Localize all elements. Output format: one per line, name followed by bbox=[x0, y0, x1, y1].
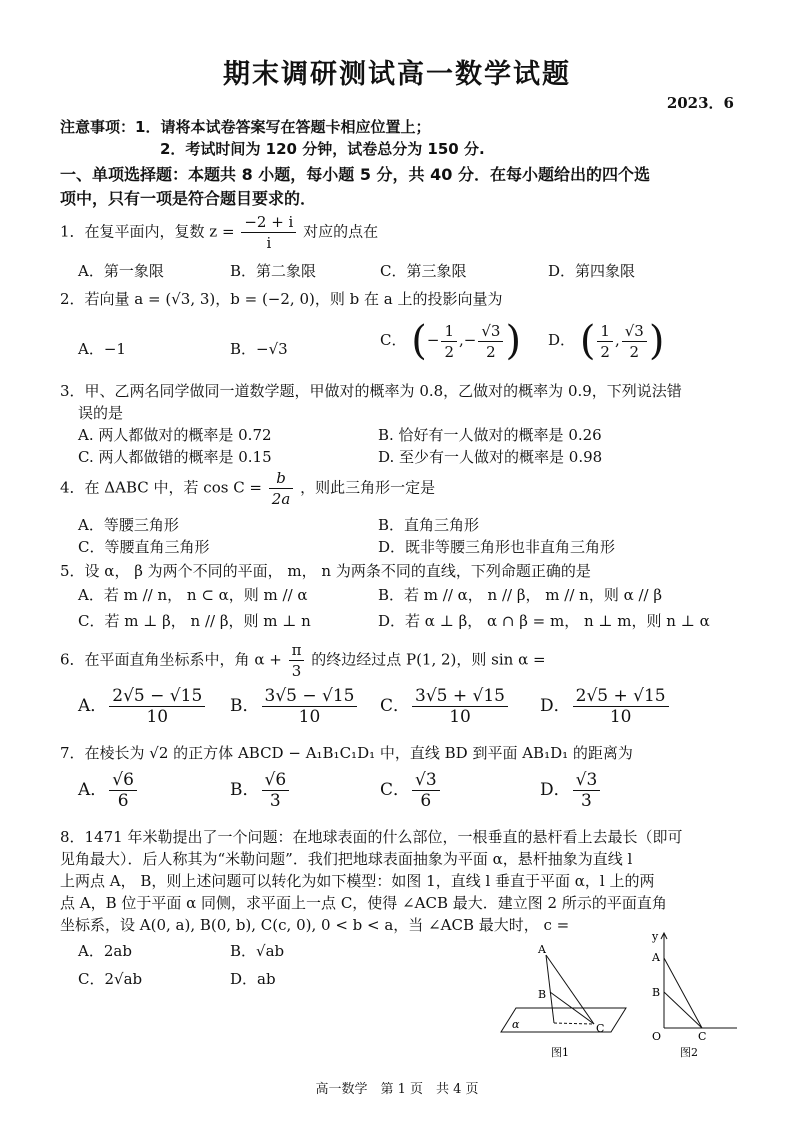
q6-a-label: A． bbox=[78, 696, 108, 716]
q2-c-den1: 2 bbox=[444, 342, 454, 361]
segment-oc bbox=[554, 1023, 594, 1024]
q5-option-d: D．若 α ⊥ β， α ∩ β = m， n ⊥ m，则 n ⊥ α bbox=[378, 612, 710, 630]
notes-line-1 bbox=[60, 116, 430, 137]
q6-numerator: π bbox=[289, 640, 305, 661]
q1-option-a: A．第一象限 bbox=[78, 262, 164, 280]
q8-stem-line-5: 坐标系，设 A(0, a), B(0, b), C(c, 0), 0 < b < a，当 ∠ACB 最大时， c = bbox=[60, 916, 570, 934]
q2-option-c: C． (− $\frac{1}{2}$ ,− $\frac{√3}{2}$ ) bbox=[380, 318, 522, 364]
q8-stem-line-2: 见角最大）．后人称其为“米勒问题”．我们把地球表面抽象为平面 α，悬杆抽象为直线 l bbox=[60, 850, 633, 868]
q6-b-num: 3√5 − √15 bbox=[262, 686, 358, 707]
section1-line-2: 项中，只有一项是符合题目要求的． bbox=[60, 189, 317, 208]
fig1-label-c: C bbox=[596, 1022, 605, 1035]
q8-stem-line-4: 点 A，B 位于平面 α 同侧，求平面上一点 C，使得 ∠ACB 最大．建立图 2 所示的平面直角 bbox=[60, 894, 667, 912]
q1-pre: 1．在复平面内，复数 z = bbox=[60, 222, 235, 241]
q7-b-num: √6 bbox=[262, 770, 290, 791]
q7-c-den: 6 bbox=[420, 791, 432, 811]
q7-b-den: 3 bbox=[269, 791, 281, 811]
segment-bc bbox=[664, 992, 702, 1028]
q7-a-frac bbox=[109, 770, 137, 811]
notes-item-1: 1．请将本试卷答案写在答题卡相应位置上； bbox=[135, 118, 431, 136]
section1-line-1: 一、单项选择题：本题共 8 小题，每小题 5 分，共 40 分．在每小题给出的四个选 bbox=[60, 165, 650, 184]
q7-a-den: 6 bbox=[117, 791, 129, 811]
q5-option-b: B．若 m // α， n // β， m // n，则 α // β bbox=[378, 586, 663, 604]
q7-a-num: √6 bbox=[109, 770, 137, 791]
page-footer: 高一数学 第 1 页 共 4 页 bbox=[315, 1082, 479, 1097]
fig2-caption: 图2 bbox=[680, 1046, 698, 1059]
q2-c-frac1 bbox=[441, 321, 457, 362]
q8-option-b: B．√ab bbox=[230, 942, 285, 960]
q6-denominator: 3 bbox=[291, 662, 302, 680]
q6-option-c bbox=[380, 686, 510, 727]
q1-option-b: B．第二象限 bbox=[230, 262, 317, 280]
q6-d-num: 2√5 + √15 bbox=[573, 686, 669, 707]
q8-option-d: D．ab bbox=[230, 970, 276, 988]
q4-option-d: D．既非等腰三角形也非直角三角形 bbox=[378, 538, 616, 556]
q6-b-label: B． bbox=[230, 696, 260, 716]
q2-c-label: C． bbox=[380, 331, 407, 349]
q6-d-den: 10 bbox=[609, 707, 632, 727]
q2-d-num2: √3 bbox=[622, 321, 647, 342]
q3-stem-line-1: 3．甲、乙两名同学做同一道数学题，甲做对的概率为 0.8，乙做对的概率为 0.9，下列说法错 bbox=[60, 382, 682, 400]
q7-a-label: A． bbox=[78, 780, 108, 800]
q6-option-d bbox=[540, 686, 671, 727]
q7-d-label: D． bbox=[540, 780, 571, 800]
left-paren: ( bbox=[579, 318, 596, 364]
q6-a-frac bbox=[109, 686, 205, 727]
q4-option-b: B．直角三角形 bbox=[378, 516, 480, 534]
q3-option-d: D. 至少有一人做对的概率是 0.98 bbox=[378, 448, 603, 466]
q6-c-num: 3√5 + √15 bbox=[412, 686, 508, 707]
q2-d-frac1 bbox=[597, 321, 613, 362]
q1-post: 对应的点在 bbox=[303, 222, 379, 241]
fig1-label-b: B bbox=[538, 988, 547, 1001]
q6-pre: 6．在平面直角坐标系中，角 α + bbox=[60, 650, 282, 669]
q7-stem: 7．在棱长为 √2 的正方体 ABCD − A₁B₁C₁D₁ 中，直线 BD 到平面 AB₁D₁ 的距离为 bbox=[60, 744, 633, 762]
q6-c-label: C． bbox=[380, 696, 411, 716]
q1-denominator: i bbox=[266, 234, 272, 252]
q7-option-d bbox=[540, 770, 602, 811]
q2-c-num1: 1 bbox=[441, 321, 457, 342]
q7-d-den: 3 bbox=[581, 791, 592, 811]
q6-option-b bbox=[230, 686, 359, 727]
q8-stem-line-3: 上两点 A， B，则上述问题可以转化为如下模型：如图 1，直线 l 垂直于平面 α，l 上的两 bbox=[60, 872, 655, 890]
q6-fraction bbox=[289, 640, 305, 681]
q7-c-num: √3 bbox=[412, 770, 440, 791]
fig1-caption: 图1 bbox=[551, 1046, 569, 1059]
q6-post: 的终边经过点 P(1, 2)，则 sin α = bbox=[311, 650, 546, 669]
q2-d-den1: 2 bbox=[600, 342, 610, 361]
q5-option-c: C．若 m ⊥ β， n // β，则 m ⊥ n bbox=[78, 612, 311, 630]
right-paren: ) bbox=[648, 318, 665, 364]
fig1-label-alpha: α bbox=[512, 1018, 520, 1031]
notes-item-2: 2．考试时间为 120 分钟，试卷总分为 150 分. bbox=[160, 140, 485, 158]
q4-option-c: C．等腰直角三角形 bbox=[78, 538, 210, 556]
q4-post: ，则此三角形一定是 bbox=[300, 478, 436, 497]
q7-option-b bbox=[230, 770, 291, 811]
exam-title: 期末调研测试高一数学试题 bbox=[223, 59, 571, 90]
q4-numerator: b bbox=[269, 468, 294, 489]
q7-option-a bbox=[78, 770, 139, 811]
q2-c-num2: √3 bbox=[478, 321, 503, 342]
fig1-label-a: A bbox=[538, 943, 546, 956]
q2-option-d: D． ( $\frac{1}{2}$ , $\frac{√3}{2}$ ) bbox=[548, 318, 665, 364]
q4-fraction bbox=[269, 468, 294, 509]
exam-date: 2023．6 bbox=[666, 94, 734, 112]
figure-1 bbox=[496, 940, 636, 1060]
q2-option-a: A．−1 bbox=[78, 340, 126, 358]
q2-d-num1: 1 bbox=[597, 321, 613, 342]
fig2-label-o: O bbox=[652, 1030, 662, 1043]
q1-fraction bbox=[241, 212, 296, 253]
q7-b-label: B． bbox=[230, 780, 260, 800]
q2-option-b: B．−√3 bbox=[230, 340, 288, 358]
q2-d-frac2 bbox=[622, 321, 647, 362]
q6-a-den: 10 bbox=[146, 707, 169, 727]
left-paren: ( bbox=[411, 318, 427, 364]
q1-stem bbox=[60, 212, 378, 253]
q5-stem: 5．设 α， β 为两个不同的平面， m， n 为两条不同的直线，下列命题正确的是 bbox=[60, 562, 591, 580]
q4-pre: 4．在 ΔABC 中，若 cos C = bbox=[60, 478, 263, 497]
q6-a-num: 2√5 − √15 bbox=[109, 686, 205, 707]
notes-label: 注意事项： bbox=[60, 118, 136, 136]
fig2-label-c: C bbox=[698, 1030, 707, 1043]
q4-option-a: A．等腰三角形 bbox=[78, 516, 179, 534]
q7-option-c bbox=[380, 770, 442, 811]
q7-c-frac bbox=[412, 770, 440, 811]
q5-option-a: A．若 m // n， n ⊂ α，则 m // α bbox=[78, 586, 308, 604]
q6-b-den: 10 bbox=[298, 707, 321, 727]
q6-c-frac bbox=[412, 686, 508, 727]
q6-b-frac bbox=[262, 686, 358, 727]
q3-option-b: B. 恰好有一人做对的概率是 0.26 bbox=[378, 426, 602, 444]
figure-2 bbox=[642, 930, 742, 1060]
q4-denominator: 2a bbox=[271, 490, 291, 508]
q8-option-a: A．2ab bbox=[78, 942, 132, 960]
q6-stem bbox=[60, 640, 546, 681]
q2-c-frac2 bbox=[478, 321, 503, 362]
q1-option-d: D．第四象限 bbox=[548, 262, 636, 280]
q7-c-label: C． bbox=[380, 780, 411, 800]
q3-stem-line-2: 误的是 bbox=[78, 404, 124, 422]
segment-ac bbox=[664, 958, 702, 1028]
q4-stem bbox=[60, 468, 435, 509]
q6-c-den: 10 bbox=[449, 707, 471, 727]
right-paren: ) bbox=[505, 318, 522, 364]
q6-option-a bbox=[78, 686, 207, 727]
plane-alpha bbox=[501, 1008, 626, 1032]
fig2-label-b: B bbox=[652, 986, 661, 999]
q2-d-label: D． bbox=[548, 331, 576, 349]
q1-numerator: −2 + i bbox=[241, 212, 296, 233]
q7-d-frac bbox=[573, 770, 601, 811]
fig2-label-a: A bbox=[652, 951, 660, 964]
q6-d-frac bbox=[573, 686, 669, 727]
q2-d-den2: 2 bbox=[629, 342, 640, 361]
q3-option-a: A. 两人都做对的概率是 0.72 bbox=[78, 426, 272, 444]
q7-d-num: √3 bbox=[573, 770, 601, 791]
q3-option-c: C. 两人都做错的概率是 0.15 bbox=[78, 448, 272, 466]
q1-option-c: C．第三象限 bbox=[380, 262, 467, 280]
q8-stem-line-1: 8．1471 年米勒提出了一个问题：在地球表面的什么部位，一根垂直的悬杆看上去最长（即可 bbox=[60, 828, 683, 846]
q8-option-c: C．2√ab bbox=[78, 970, 143, 988]
q7-b-frac bbox=[262, 770, 290, 811]
q6-d-label: D． bbox=[540, 696, 571, 716]
q2-c-den2: 2 bbox=[486, 342, 496, 361]
q2-stem: 2．若向量 a = (√3, 3)，b = (−2, 0)，则 b 在 a 上的投影向量为 bbox=[60, 290, 503, 308]
fig2-label-y: y bbox=[652, 930, 659, 943]
